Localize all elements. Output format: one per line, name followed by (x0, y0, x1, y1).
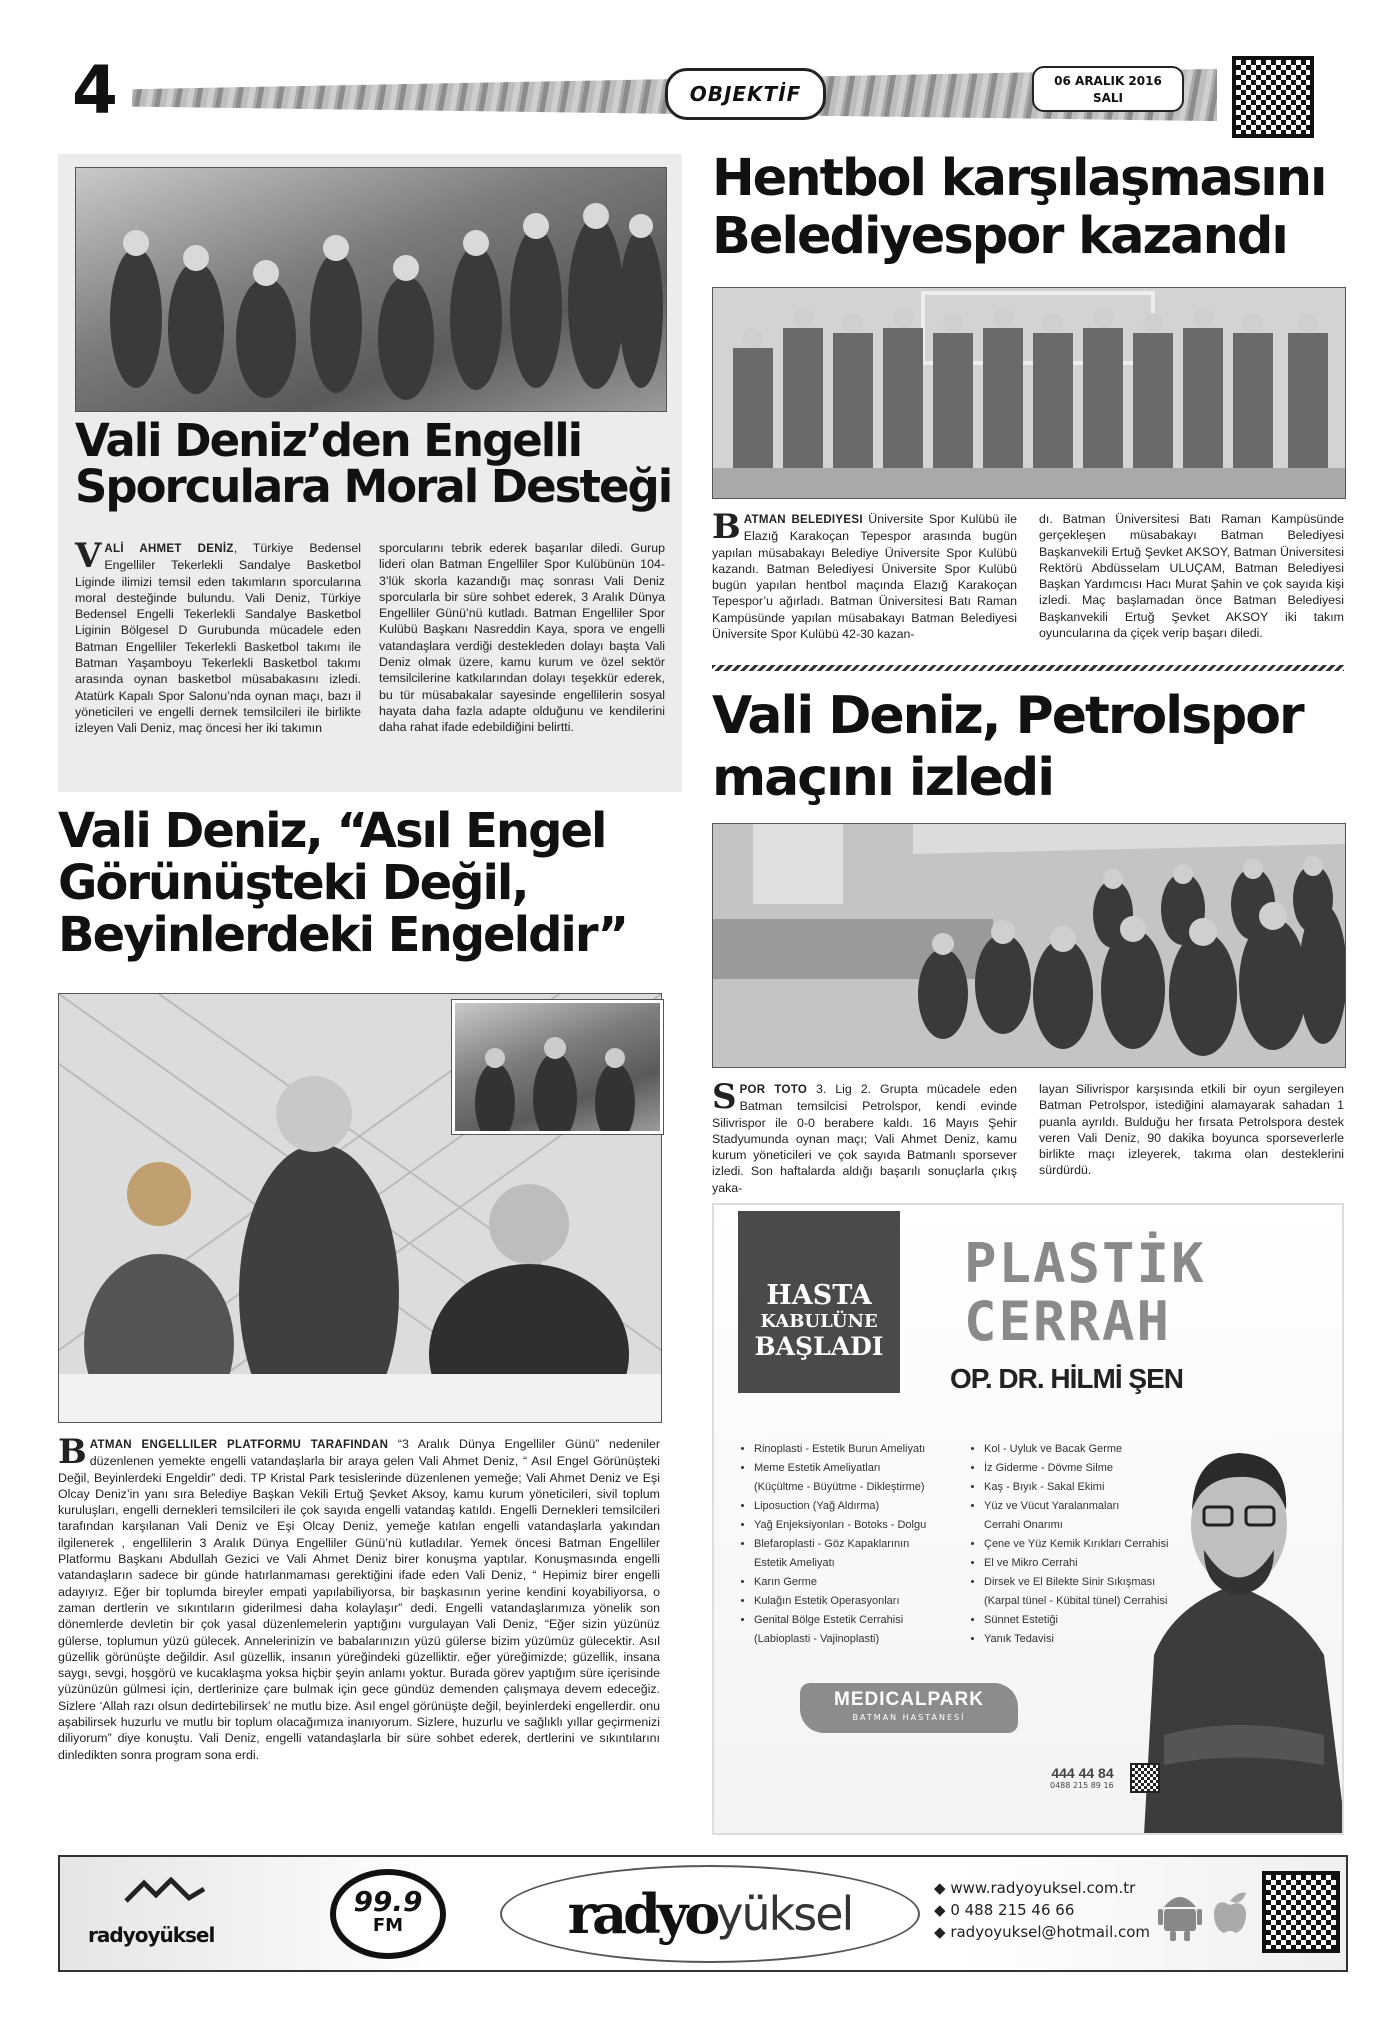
radio-email-link[interactable] (934, 1921, 1150, 1943)
headline-petrolspor: Vali Deniz, Petrolspor maçını izledi (712, 686, 1303, 808)
radio-phone: 0 488 215 46 66 (950, 1901, 1075, 1919)
radio-frequency: 99.9 (353, 1885, 423, 1918)
headline-handball: Hentbol karşılaşmasını Belediyespor kazandı (712, 149, 1326, 266)
service-item: • Genital Bölge Estetik Cerrahisi (754, 1611, 974, 1630)
article-moral-support-col2: sporcularını tebrik ederek başarılar diledi. Gurup lideri olan Batman Engelliler Spor Kulübünün 104-3’lük skorla kazandığı maç sonrası Vali Deniz sporcularla bir süre sohbet ederek, 3 Aralık Dünya Engelliler Günü’nü kutladı. Batman Engelliler Spor Kulübü Başkanı Nasreddin Kaya, spora ve engelli vatandaşlara verdiği destekleden dolayı başta Vali Deniz olmak üzere, kamu kurum ve özel sektör temsilcilerine katkılarından dolayı teşekkür ederek, bu tür müsabakalar sayesinde engellilerin sosyal hayata daha fazla adapte olduğunu ve kendilerini daha rahat ifade edebildiğini belirtti. (379, 541, 665, 735)
article-real-disability-body (58, 1432, 661, 1763)
inset-photo-governor (452, 1000, 663, 1134)
ad-badge-line3: BAŞLADI (754, 1332, 884, 1361)
col1-text: Üniversite Spor Kulübü ile Elazığ Karakoçan Tepespor arasında bugün yapılan müsabakayı Belediye Üniversite Spor Kulübü kazandı. Batman Belediyesi Üniversite Spor Kulübü bugün yapılan hentbol maçında Elazığ Karakoçan Tepespor’u ağırladı. Batman Üniversitesi Batı Raman Kampüsünde yapılan müsabakayı Batman Belediyesi Üniversite Spor Kulübü 42-30 kazan- (712, 512, 1017, 642)
divider-zigzag (712, 665, 1344, 671)
service-item: • Meme Estetik Ameliyatları (754, 1459, 974, 1478)
radio-phone-row (934, 1899, 1150, 1921)
ad-badge-line2: KABULÜNE (760, 1311, 878, 1332)
headline-real-disability: Vali Deniz, “Asıl Engel Görünüşteki Değil, Beyinlerdeki Engeldir” (58, 803, 627, 963)
date-badge (1032, 66, 1184, 112)
service-item: (Karpal tünel - Kübital tünel) Cerrahisi (984, 1595, 1168, 1607)
ad-title-line1: PLASTİK (964, 1232, 1206, 1295)
service-item: (Labioplasti - Vajinoplasti) (754, 1633, 880, 1645)
service-item: • Yüz ve Vücut Yaralanmaları (984, 1497, 1199, 1516)
service-item: • Dirsek ve El Bilekte Sinir Sıkışması (984, 1573, 1199, 1592)
bullet-icon: ◆ (934, 1901, 951, 1919)
android-icon (1158, 1885, 1202, 1941)
ad-services-left (740, 1440, 974, 1649)
masthead-logo-text: OBJEKTİF (689, 82, 802, 106)
service-item: • Sünnet Estetiği (984, 1611, 1199, 1630)
group-photo-disabled-athletes (75, 167, 667, 412)
radio-brand-light: yüksel (716, 1887, 853, 1941)
ad-phone2: 0488 215 89 16 (1050, 1781, 1114, 1790)
issue-date: 06 ARALIK 2016 (1054, 74, 1162, 88)
footer-radio-ad (58, 1855, 1348, 1972)
col1-text: , Türkiye Bedensel Engelliler Tekerlekli Sandalye Basketbol Liginde ilimizi temsil eden takımların sporcularına moral desteğinde bulundu. Vali Deniz, Türkiye Bedensel Engelli Tekerlekli Sandalye Basketbol Liginin Bölgesel D Gurubunda mücadele eden Batman Engelliler Tekerlekli Basketbol takımı ile Batman Yaşamboyu Tekerlekli Basketbol takımı arasında oynan basketbol müsabakasını izledi. Atatürk Kapalı Spor Salonu’nda oynan maçı, bazı il yöneticileri ve engelli dernek temsilcileri ile birlikte izleyen Vali Deniz, maç öncesi her iki takımın (75, 541, 361, 736)
article-handball-col1 (712, 507, 1017, 642)
ad-qr-code (1130, 1763, 1160, 1793)
lead-text: POR TOTO (739, 1084, 808, 1096)
dropcap: B (712, 507, 741, 547)
service-item: • Kulağın Estetik Operasyonları (754, 1592, 974, 1611)
article-petrolspor-col1 (712, 1077, 1017, 1196)
service-item: • Karın Germe (754, 1573, 974, 1592)
ad-title-line2: CERRAH (964, 1290, 1172, 1353)
ad-plastic-surgeon (712, 1203, 1344, 1835)
ad-phone: 444 44 84 (1051, 1765, 1114, 1781)
radio-small-logo (88, 1877, 248, 1947)
service-item: • İz Giderme - Dövme Silme (984, 1459, 1199, 1478)
page-number: 4 (72, 52, 118, 129)
service-item: Cerrahi Onarımı (984, 1519, 1063, 1531)
bullet-icon: ◆ (934, 1923, 951, 1941)
bullet-icon: ◆ (934, 1879, 951, 1897)
article-handball-col2: dı. Batman Üniversitesi Batı Raman Kampüsünde gerçekleşen müsabakayı Batman Belediyesi Başkanvekili Ertuğ Şevket AKSOY, Batman Üniversitesi Rektörü Abdüsselam ULUÇAM, Batman Belediyesi Başkan Yardımcısı Hacı Murat Şahin ve çok sayıda kişi izledi. Maç başlamadan önce Batman Belediyesi Başkanvekili Ertuğ Şevket AKSOY iki takım oyuncularına da çiçek verip başarı diledi. (1039, 512, 1344, 641)
radio-website-link[interactable] (934, 1877, 1150, 1899)
lead-text: ATMAN BELEDIYESI (743, 514, 863, 526)
dropcap: B (58, 1432, 87, 1472)
lead-text: ATMAN ENGELLILER PLATFORMU TARAFINDAN (89, 1439, 389, 1451)
photo-handball-team (712, 287, 1346, 499)
apple-icon (1210, 1883, 1250, 1943)
headline-moral-support: Vali Deniz’den Engelli Sporculara Moral Desteği (75, 414, 672, 513)
service-item: Estetik Ameliyatı (754, 1557, 835, 1569)
service-item: • Yanık Tedavisi (984, 1630, 1199, 1649)
service-item: • El ve Mikro Cerrahi (984, 1554, 1199, 1573)
radio-brand-logo (500, 1865, 920, 1963)
service-item: • Yağ Enjeksiyonları - Botoks - Dolgu (754, 1516, 974, 1535)
body-text: “3 Aralık Dünya Engelliler Günü” nedeniler düzenlenen yemekte engelli vatandaşlarla bir araya gelen Vali Ahmet Deniz, “ Asıl Engel Görünüşteki Değil, Beyinlerdeki Engeldir” dedi. TP Kristal Park tesislerinde düzenlenen yemeğe; Vali Ahmet Deniz ve Eşi Olcay Deniz’in yanı sıra Belediye Başkan Vekili Ertuğ Şevket Aksoy, kamu kurum yöneticileri, sivil toplum kuruluşları, engelli dernekleri temsilcileri ile çok sayıda engelli vatandaş katıldı. Engelli Dernekleri temsilcileri tarafından karşılanan Vali Deniz ve Eşi Olcay Deniz, yemeğe katılan engelli vatandaşlarla yakından ilgilenerek , engellilerin 3 Aralık Dünya Engelliler Günü’nü kutladılar. Yemek öncesi Batman Engelliler Platformu Başkanı Abdullah Gezici ve Vali Ahmet Deniz birer konuşma yaptılar. Konuşmasında engelli vatandaşların sadece bir günde hatırlanmaması gerektiğini ifade eden Vali Deniz, “ Hepimiz birer engelli adayıyız. Eğer bir toplumda bireyler empati yapılabiliyorsa, bir başkasının yerine kendini koyabiliyorsa, o zaman dertlerin ve sıkıntıların giderilmesi daha kolaylaşır” dedi. Engelli vatandaşlarımıza yönelik son dönemlerde devletin bir çok yasal düzenlemelerin yaptığını vurgulayan Vali Deniz, “Eğer sizin yüzünüz gülerse, toplumun yüzü gülecek. Annelerinizin ve babalarınızın yüzü gülerse bizim yüzümüz gülecektir. Asıl güzellik görünüşte değildir. Asıl güzellik, insanın yüreğindeki güzelliktir. eğer yüreğimizde; güzellik, insana saygı, sevgi, hoşgörü ve kucaklaşma yoksa hiçbir şeyin anlamı yoktur. Burada görev yaptığım süre içerisinde yüzünüzün gülmesi için, dertlerinize çare bulmak için gece gündüz demenden çalışmaya devem edeceğiz. Sizlere ‘Allah razı olsun dedirtebilirsek’ ne mutlu bize. Asıl engel görünüşte değil, beyinlerdeki engellerdir. onu aşabilirsek huzurlu ve mutlu bir toplum olacağımıza inanıyorum. Sizlere, huzurlu ve sağlıklı yıllar geçirmenizi diliyorum” diye konuştu. Vali Deniz, engelli vatandaşlarla bir süre sohbet ederek, dertlerini ve sıkıntılarını dinledikten sonra program sona erdi. (58, 1437, 661, 1762)
dropcap: V (75, 536, 102, 576)
article-handball-body (712, 507, 1344, 642)
radio-website: www.radyoyuksel.com.tr (950, 1879, 1136, 1897)
qr-code-header (1232, 56, 1314, 138)
col1-text: 3. Lig 2. Grupta mücadele eden Batman temsilcisi Petrolspor, kendi evinde Silivrispor ile 0-0 berabere kaldı. 16 Mayıs Şehir Stadyumunda oynan maçı; Vali Ahmet Deniz, kamu kurum yöneticileri ve çok sayıda Batmanlı sporsever izledi. Son haftalarda aldığı başarılı sonuçlarla çıkış yaka- (712, 1082, 1017, 1195)
radio-contact (934, 1877, 1150, 1943)
service-item: • Blefaroplasti - Göz Kapaklarının (754, 1535, 974, 1554)
ad-brand-sub: BATMAN HASTANESİ (852, 1713, 966, 1722)
service-item: • Kaş - Bıyık - Sakal Ekimi (984, 1478, 1199, 1497)
lead-text: ALİ AHMET DENİZ (104, 543, 234, 555)
radio-email: radyoyuksel@hotmail.com (950, 1923, 1151, 1941)
service-item: • Rinoplasti - Estetik Burun Ameliyatı (754, 1440, 974, 1459)
ad-brand-logo (800, 1683, 1018, 1733)
radio-frequency-unit: FM (372, 1915, 404, 1936)
radio-small-logo-text: radyoyüksel (88, 1923, 215, 1947)
ad-badge-line1: HASTA (766, 1280, 872, 1311)
article-moral-support-body (75, 536, 665, 737)
qr-code-footer (1262, 1871, 1340, 1953)
service-item: (Küçültme - Büyütme - Dikleştirme) (754, 1481, 925, 1493)
article-petrolspor-col2: layan Silivrispor karşısında etkili bir oyun sergileyen Batman Petrolspor, istediğini alamayarak sahadan 1 puanla ayrıldı. Bulduğu her fırsata Petrolspora destek veren Vali Deniz, 90 dakika boyunca sporseverlerle birlikte maçı izleyerek, takıma olan desteklerini sürdürdü. (1039, 1082, 1344, 1178)
ad-badge (738, 1211, 900, 1393)
dropcap: S (712, 1077, 737, 1117)
radio-frequency-badge (330, 1869, 446, 1959)
masthead-logo (665, 68, 826, 120)
issue-day: SALI (1092, 91, 1124, 105)
ad-brand-name: MEDICALPARK (834, 1689, 984, 1710)
ad-title (964, 1232, 1206, 1353)
photo-stadium-spectators (712, 823, 1346, 1068)
article-moral-support-col1 (75, 536, 361, 737)
ad-doctor-name: OP. DR. HİLMİ ŞEN (950, 1363, 1183, 1394)
article-petrolspor-body (712, 1077, 1344, 1196)
service-item: • Kol - Uyluk ve Bacak Germe (984, 1440, 1199, 1459)
ad-services-right (970, 1440, 1199, 1649)
ad-contact (1050, 1765, 1114, 1790)
radio-brand-bold: radyo (567, 1882, 717, 1946)
service-item: • Liposuction (Yağ Aldırma) (754, 1497, 974, 1516)
service-item: • Çene ve Yüz Kemik Kırıkları Cerrahisi (984, 1535, 1199, 1554)
